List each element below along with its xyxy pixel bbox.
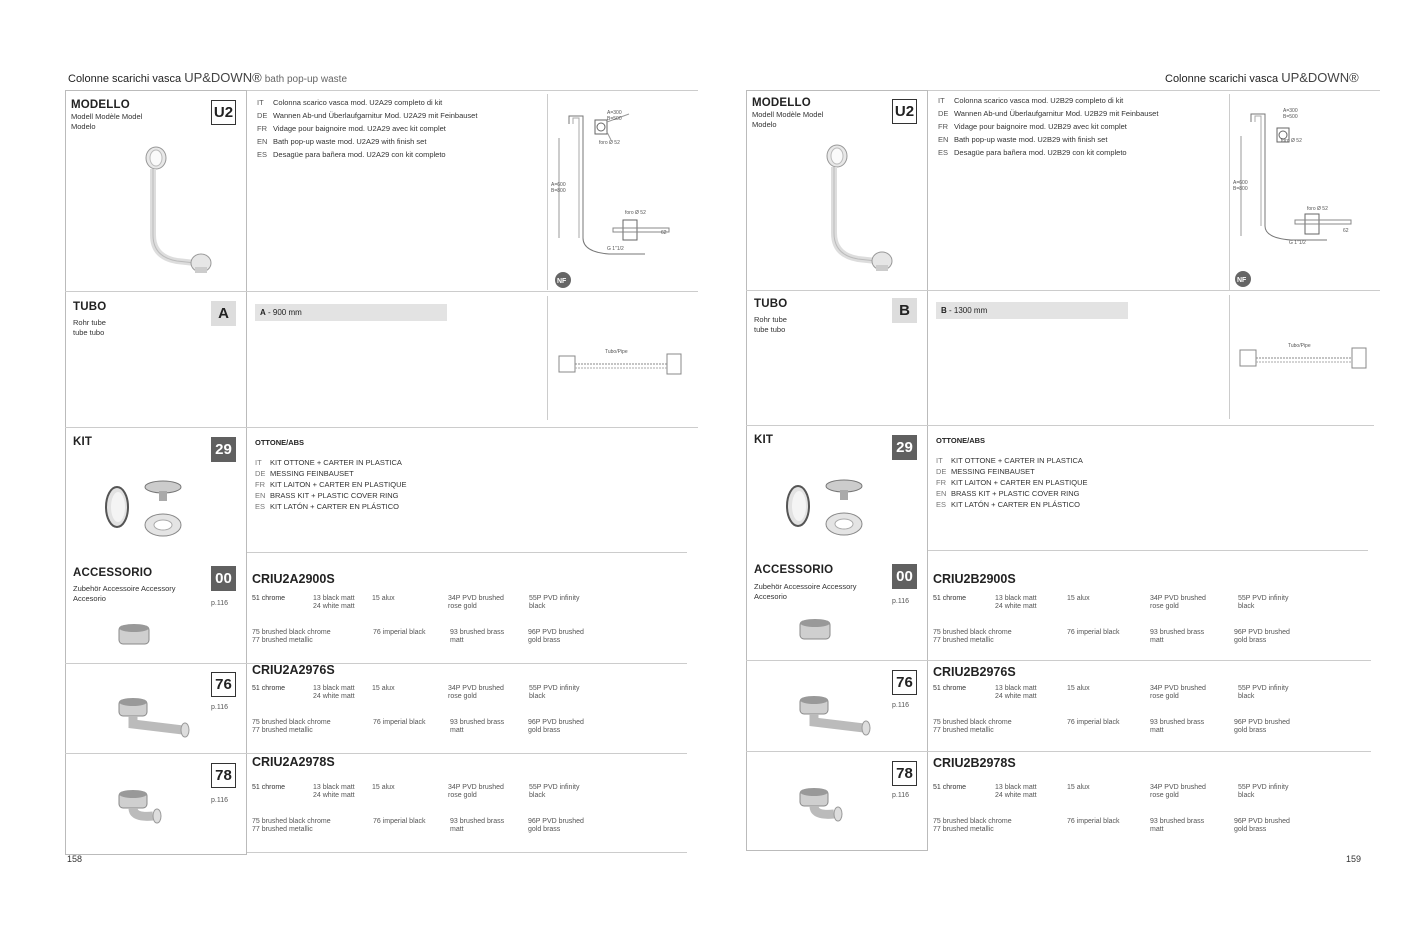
finish-option: 76 imperial black bbox=[373, 629, 426, 636]
kit-badge: 29 bbox=[892, 435, 917, 460]
model-badge: U2 bbox=[892, 99, 917, 124]
finish-option: 75 brushed black chrome 77 brushed metallic bbox=[252, 818, 331, 833]
kit-heading: OTTONE/ABS bbox=[936, 436, 986, 445]
technical-drawing bbox=[549, 104, 673, 290]
finish-option: 13 black matt 24 white matt bbox=[995, 595, 1037, 610]
svg-text:Tubo/Pipe: Tubo/Pipe bbox=[605, 349, 628, 355]
variant-78-code: CRIU2B2978S bbox=[933, 756, 1016, 770]
finish-option: 93 brushed brass matt bbox=[450, 629, 505, 644]
finish-option: 96P PVD brushed gold brass bbox=[528, 629, 584, 644]
finish-option: 51 chrome bbox=[933, 685, 967, 692]
variant-00-badge: 00 bbox=[892, 564, 917, 589]
finish-option: 13 black matt 24 white matt bbox=[995, 784, 1037, 799]
variant-78-badge: 78 bbox=[892, 761, 917, 786]
variant-78-badge: 78 bbox=[211, 763, 236, 788]
right-page bbox=[746, 90, 1380, 855]
kit-descriptions: IT KIT OTTONE + CARTER IN PLASTICA DE MESSING FEINBAUSET FR KIT LAITON + CARTER EN PLASTIQUE EN BRASS KIT + PLASTIC COVER RING ES KIT LATÓN + CARTER EN PLÁSTICO bbox=[936, 456, 1088, 509]
divider bbox=[65, 753, 687, 754]
finish-option: 15 alux bbox=[1067, 685, 1090, 692]
divider bbox=[247, 852, 687, 853]
svg-text:A=600: A=600 bbox=[1233, 180, 1248, 186]
left-page-header bbox=[68, 70, 347, 85]
finish-option: 93 brushed brass matt bbox=[1150, 629, 1205, 644]
divider bbox=[247, 552, 687, 553]
kit-image bbox=[101, 475, 191, 543]
tube-spec-bar: A - 900 mm bbox=[255, 304, 447, 321]
finish-option: 13 black matt 24 white matt bbox=[995, 685, 1037, 700]
finish-option: 75 brushed black chrome 77 brushed metallic bbox=[933, 719, 1012, 734]
accessory-subtitle: Zubehör Accessoire Accessory Accesorio bbox=[73, 584, 176, 603]
svg-text:foro Ø 52: foro Ø 52 bbox=[1307, 206, 1328, 212]
variant-76-badge: 76 bbox=[211, 672, 236, 697]
tube-subtitle: Rohr tube tube tubo bbox=[73, 318, 106, 337]
header-title: Colonne scarichi vasca bbox=[68, 73, 182, 85]
finish-option: 34P PVD brushed rose gold bbox=[1150, 685, 1206, 700]
divider bbox=[1229, 94, 1230, 290]
finish-option: 51 chrome bbox=[933, 784, 967, 791]
svg-text:B=800: B=800 bbox=[551, 188, 566, 194]
variant-76-badge: 76 bbox=[892, 670, 917, 695]
accessory-78-image bbox=[798, 786, 848, 826]
header-title: Colonne scarichi vasca bbox=[1165, 73, 1279, 85]
divider bbox=[547, 94, 548, 290]
header-subtitle: bath pop-up waste bbox=[264, 74, 347, 85]
svg-text:foro Ø 52: foro Ø 52 bbox=[599, 140, 620, 146]
finish-option: 55P PVD infinity black bbox=[1238, 595, 1289, 610]
divider bbox=[65, 663, 687, 664]
finish-option: 55P PVD infinity black bbox=[1238, 685, 1289, 700]
finish-option: 55P PVD infinity black bbox=[529, 784, 580, 799]
model-title: MODELLO bbox=[752, 97, 811, 109]
variant-78-ref: p.116 bbox=[892, 792, 909, 799]
finish-option: 76 imperial black bbox=[1067, 818, 1120, 825]
finish-option: 76 imperial black bbox=[1067, 719, 1120, 726]
finish-option: 75 brushed black chrome 77 brushed metallic bbox=[252, 719, 331, 734]
variant-00-badge: 00 bbox=[211, 566, 236, 591]
svg-text:B=500: B=500 bbox=[607, 116, 622, 122]
variant-76-code: CRIU2B2976S bbox=[933, 665, 1016, 679]
svg-text:Tubo/Pipe: Tubo/Pipe bbox=[1288, 343, 1311, 349]
finish-option: 96P PVD brushed gold brass bbox=[1234, 629, 1290, 644]
finish-option: 34P PVD brushed rose gold bbox=[448, 595, 504, 610]
finish-option: 76 imperial black bbox=[373, 719, 426, 726]
variant-76-code: CRIU2A2976S bbox=[252, 663, 335, 677]
svg-text:62: 62 bbox=[1343, 228, 1349, 234]
finish-option: 34P PVD brushed rose gold bbox=[1150, 595, 1206, 610]
finish-option: 93 brushed brass matt bbox=[450, 719, 505, 734]
right-page-header bbox=[1165, 70, 1359, 85]
divider bbox=[1229, 295, 1230, 419]
svg-text:A=300: A=300 bbox=[607, 110, 622, 116]
finish-option: 13 black matt 24 white matt bbox=[313, 784, 355, 799]
svg-text:foro Ø 52: foro Ø 52 bbox=[625, 210, 646, 216]
kit-heading: OTTONE/ABS bbox=[255, 438, 305, 447]
variant-78-ref: p.116 bbox=[211, 797, 228, 804]
finish-option: 15 alux bbox=[1067, 595, 1090, 602]
model-descriptions: IT Colonna scarico vasca mod. U2B29 completo di kit DE Wannen Ab-und Überlaufgarnitur Mod. U2B29 mit Feinbauset FR Vidage pour baignoire mod. U2B29 avec kit complet EN Bath pop-up waste mod. U2B29 with finish set ES Desagüe para bañera mod. U2B29 con kit completo bbox=[938, 96, 1159, 157]
svg-text:G 1"1/2: G 1"1/2 bbox=[1289, 240, 1306, 246]
divider bbox=[928, 550, 1368, 551]
model-descriptions: IT Colonna scarico vasca mod. U2A29 completo di kit DE Wannen Ab-und Überlaufgarnitur Mod. U2A29 mit Feinbauset FR Vidage pour baignoire mod. U2A29 avec kit complet EN Bath pop-up waste mod. U2A29 with finish set ES Desagüe para bañera mod. U2A29 con kit completo bbox=[257, 98, 478, 159]
variant-00-ref: p.116 bbox=[892, 598, 909, 605]
finish-option: 13 black matt 24 white matt bbox=[313, 595, 355, 610]
finish-option: 96P PVD brushed gold brass bbox=[1234, 818, 1290, 833]
kit-title: KIT bbox=[754, 434, 774, 446]
accessory-00-image bbox=[798, 615, 838, 647]
divider bbox=[65, 291, 698, 292]
kit-image bbox=[782, 474, 872, 542]
variant-76-ref: p.116 bbox=[211, 704, 228, 711]
tube-title: TUBO bbox=[73, 301, 107, 313]
finish-option: 75 brushed black chrome 77 brushed metallic bbox=[933, 629, 1012, 644]
page-number-right: 159 bbox=[1346, 854, 1362, 864]
finish-option: 34P PVD brushed rose gold bbox=[448, 784, 504, 799]
variant-00-ref: p.116 bbox=[211, 600, 228, 607]
tube-drawing bbox=[1238, 338, 1378, 378]
accessory-76-image bbox=[798, 694, 874, 738]
model-badge: U2 bbox=[211, 100, 236, 125]
accessory-00-image bbox=[117, 620, 157, 652]
divider bbox=[247, 90, 698, 91]
model-title: MODELLO bbox=[71, 99, 130, 111]
waste-product-image bbox=[125, 145, 215, 275]
variant-00-code: CRIU2B2900S bbox=[933, 572, 1016, 586]
waste-product-image bbox=[806, 143, 896, 273]
finish-option: 96P PVD brushed gold brass bbox=[528, 818, 584, 833]
divider bbox=[928, 90, 1380, 91]
tube-badge: B bbox=[892, 298, 917, 323]
finish-option: 15 alux bbox=[1067, 784, 1090, 791]
finish-option: 51 chrome bbox=[252, 784, 286, 791]
finish-option: 34P PVD brushed rose gold bbox=[1150, 784, 1206, 799]
svg-text:B=500: B=500 bbox=[1283, 114, 1298, 120]
page-number-left: 158 bbox=[67, 854, 83, 864]
finish-option: 96P PVD brushed gold brass bbox=[1234, 719, 1290, 734]
svg-text:B=800: B=800 bbox=[1233, 186, 1248, 192]
kit-badge: 29 bbox=[211, 437, 236, 462]
svg-text:foro Ø 52: foro Ø 52 bbox=[1281, 138, 1302, 144]
kit-descriptions: IT KIT OTTONE + CARTER IN PLASTICA DE MESSING FEINBAUSET FR KIT LAITON + CARTER EN PLASTIQUE EN BRASS KIT + PLASTIC COVER RING ES KIT LATÓN + CARTER EN PLÁSTICO bbox=[255, 458, 407, 511]
header-brand: UP&DOWN® bbox=[184, 70, 262, 85]
svg-text:A=300: A=300 bbox=[1283, 108, 1298, 114]
tube-subtitle: Rohr tube tube tubo bbox=[754, 315, 787, 334]
header-brand: UP&DOWN® bbox=[1281, 70, 1359, 85]
svg-text:NF: NF bbox=[1237, 277, 1247, 284]
finish-option: 93 brushed brass matt bbox=[450, 818, 505, 833]
finish-option: 34P PVD brushed rose gold bbox=[448, 685, 504, 700]
finish-option: 93 brushed brass matt bbox=[1150, 719, 1205, 734]
finish-option: 15 alux bbox=[372, 685, 395, 692]
finish-option: 55P PVD infinity black bbox=[529, 595, 580, 610]
finish-option: 51 chrome bbox=[252, 595, 286, 602]
finish-option: 51 chrome bbox=[252, 685, 286, 692]
finish-option: 15 alux bbox=[372, 784, 395, 791]
divider bbox=[65, 427, 698, 428]
finish-option: 51 chrome bbox=[933, 595, 967, 602]
tube-badge: A bbox=[211, 301, 236, 326]
divider bbox=[746, 660, 1371, 661]
divider bbox=[547, 296, 548, 420]
divider bbox=[746, 751, 1371, 752]
finish-option: 93 brushed brass matt bbox=[1150, 818, 1205, 833]
variant-78-code: CRIU2A2978S bbox=[252, 755, 335, 769]
accessory-subtitle: Zubehör Accessoire Accessory Accesorio bbox=[754, 582, 857, 601]
finish-option: 75 brushed black chrome 77 brushed metallic bbox=[933, 818, 1012, 833]
tube-drawing bbox=[555, 344, 695, 384]
technical-drawing bbox=[1231, 102, 1355, 288]
svg-text:NF: NF bbox=[557, 278, 567, 285]
finish-option: 55P PVD infinity black bbox=[529, 685, 580, 700]
svg-text:A=600: A=600 bbox=[551, 182, 566, 188]
variant-76-ref: p.116 bbox=[892, 702, 909, 709]
divider bbox=[746, 290, 1380, 291]
model-subtitle: Modell Modèle Model Modelo bbox=[71, 112, 143, 131]
finish-option: 76 imperial black bbox=[1067, 629, 1120, 636]
accessory-title: ACCESSORIO bbox=[754, 564, 834, 576]
accessory-title: ACCESSORIO bbox=[73, 567, 153, 579]
finish-option: 75 brushed black chrome 77 brushed metallic bbox=[252, 629, 331, 644]
finish-option: 76 imperial black bbox=[373, 818, 426, 825]
variant-00-code: CRIU2A2900S bbox=[252, 572, 335, 586]
tube-title: TUBO bbox=[754, 298, 788, 310]
model-subtitle: Modell Modèle Model Modelo bbox=[752, 110, 824, 129]
left-page bbox=[65, 90, 698, 855]
finish-option: 96P PVD brushed gold brass bbox=[528, 719, 584, 734]
kit-title: KIT bbox=[73, 436, 93, 448]
divider bbox=[746, 425, 1374, 426]
finish-option: 55P PVD infinity black bbox=[1238, 784, 1289, 799]
accessory-76-image bbox=[117, 696, 193, 740]
finish-option: 13 black matt 24 white matt bbox=[313, 685, 355, 700]
svg-text:62: 62 bbox=[661, 230, 667, 236]
accessory-78-image bbox=[117, 788, 167, 828]
tube-spec-bar: B - 1300 mm bbox=[936, 302, 1128, 319]
svg-text:G 1"1/2: G 1"1/2 bbox=[607, 246, 624, 252]
finish-option: 15 alux bbox=[372, 595, 395, 602]
